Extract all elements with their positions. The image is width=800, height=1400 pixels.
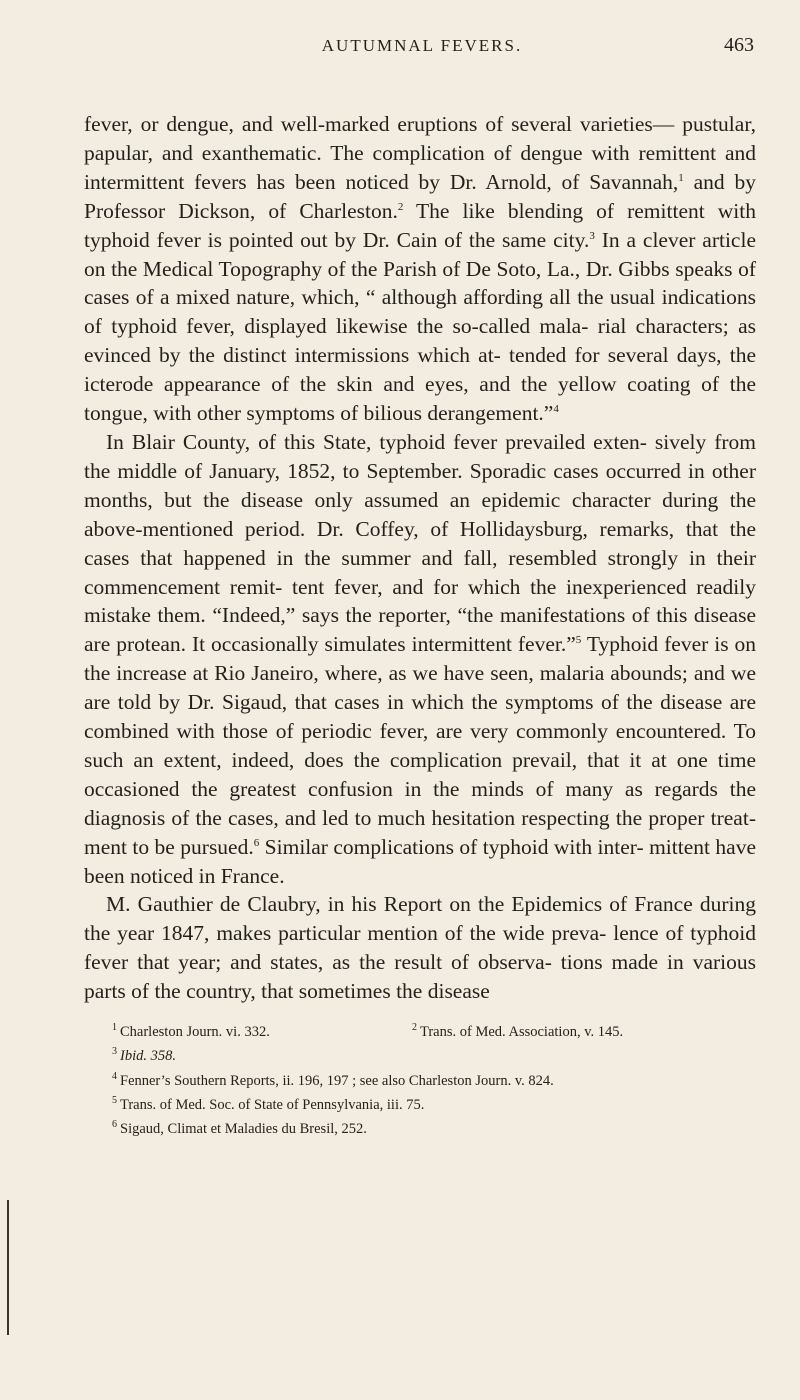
footnotes [112, 1018, 752, 1140]
footnote-ref: 1 [678, 171, 684, 184]
paragraph-1 [84, 110, 756, 428]
footnote-number: 3 [112, 1046, 117, 1058]
binding-edge-mark [7, 1200, 9, 1335]
footnote-text: Charleston Journ. vi. 332. [120, 1023, 270, 1040]
footnote-ref: 2 [397, 200, 404, 213]
text-segment: Similar complications of typhoid with inter- mittent have been noticed in France. [84, 834, 757, 888]
running-head: AUTUMNAL FEVERS. [321, 36, 523, 55]
footnote-ref: 5 [575, 634, 582, 647]
footnote [112, 1115, 367, 1139]
text-segment: and by Professor Dickson, of Charleston. [84, 169, 757, 223]
text-segment: The like blending of remittent with typhoid fever is pointed out by Dr. Cain of the same city. [84, 198, 757, 252]
footnote-row [112, 1115, 752, 1139]
footnote-ref: 6 [253, 836, 260, 849]
footnote-number: 1 [112, 1022, 117, 1033]
footnote-row [112, 1018, 752, 1042]
footnote-text: Fenner’s Southern Reports, ii. 196, 197 ; see also Charleston Journ. v. 824. [120, 1072, 554, 1089]
footnote [112, 1018, 412, 1042]
footnote-row [112, 1042, 752, 1066]
body-text [84, 110, 756, 1006]
footnote-text: Trans. of Med. Soc. of State of Pennsylvania, iii. 75. [120, 1096, 425, 1113]
text-segment: In Blair County, of this State, typhoid fever prevailed exten- sively from the middle of January, 1852, to September. Sporadic cases occurred in other months, but the disease only assumed an epidemic character during the above-mentioned period. Dr. Coffey, of Hollidaysburg, remarks, that the cases that happened in the summer and fall, resembled strongly in their commencement remit- tent fever, and for which the inexperienced readily mistake them. “Indeed,” says the reporter, “the manifestations of this disease are protean. It occasionally simulates intermittent fever.” [84, 429, 756, 657]
footnote-text: Ibid. 358. [120, 1048, 176, 1065]
footnote-row [112, 1091, 752, 1115]
footnote-number: 5 [112, 1094, 117, 1106]
footnote-text: Trans. of Med. Association, v. 145. [420, 1023, 624, 1040]
page-number: 463 [724, 34, 754, 56]
footnote-ref: 3 [589, 229, 595, 242]
page-header [90, 36, 754, 66]
text-segment: In a clever article on the Medical Topography of the Parish of De Soto, La., Dr. Gibbs speaks of cases of a mixed nature, which, “ although affording all the usual indications of typhoid fever, displayed likewise the so-called mala- rial characters; as evinced by the distinct intermissions which at- tended for several days, the icterode appearance of the skin and eyes, and the yellow coating of the tongue, with other symptoms of bilious derangement.” [84, 227, 756, 426]
footnote [112, 1042, 176, 1066]
footnote-text: Sigaud, Climat et Maladies du Bresil, 252. [120, 1121, 367, 1138]
footnote-number: 2 [412, 1022, 417, 1033]
text-segment: Typhoid fever is on the increase at Rio Janeiro, where, as we have seen, malaria abounds; and we are told by Dr. Sigaud, that cases in which the symptoms of the disease are combined with those of periodic fever, are very commonly encountered. To such an extent, indeed, does the complication prevail, that it at one time occasioned the greatest confusion in the minds of many as regards the diagnosis of the cases, and led to much hesitation respecting the proper treat- ment to be pursued. [84, 632, 757, 859]
footnote [112, 1067, 554, 1091]
footnote [412, 1018, 623, 1042]
footnote-number: 4 [112, 1070, 117, 1082]
footnote [112, 1091, 424, 1115]
footnote-ref: 4 [553, 402, 559, 415]
paragraph-3 [84, 890, 756, 1006]
footnote-row [112, 1067, 752, 1091]
text-segment: fever, or dengue, and well-marked eruptions of several varieties— pustular, papular, and exanthematic. The complication of dengue with remittent and intermittent fevers has been noticed by Dr. Arnold, of Savannah, [84, 112, 756, 194]
text-segment: M. Gauthier de Claubry, in his Report on the Epidemics of France during the year 1847, makes particular mention of the wide preva- lence of typhoid fever that year; and states, as the result of observa- tions made in various parts of the country, that sometimes the disease [84, 892, 756, 1004]
footnote-number: 6 [112, 1119, 117, 1131]
paragraph-2 [84, 428, 756, 891]
